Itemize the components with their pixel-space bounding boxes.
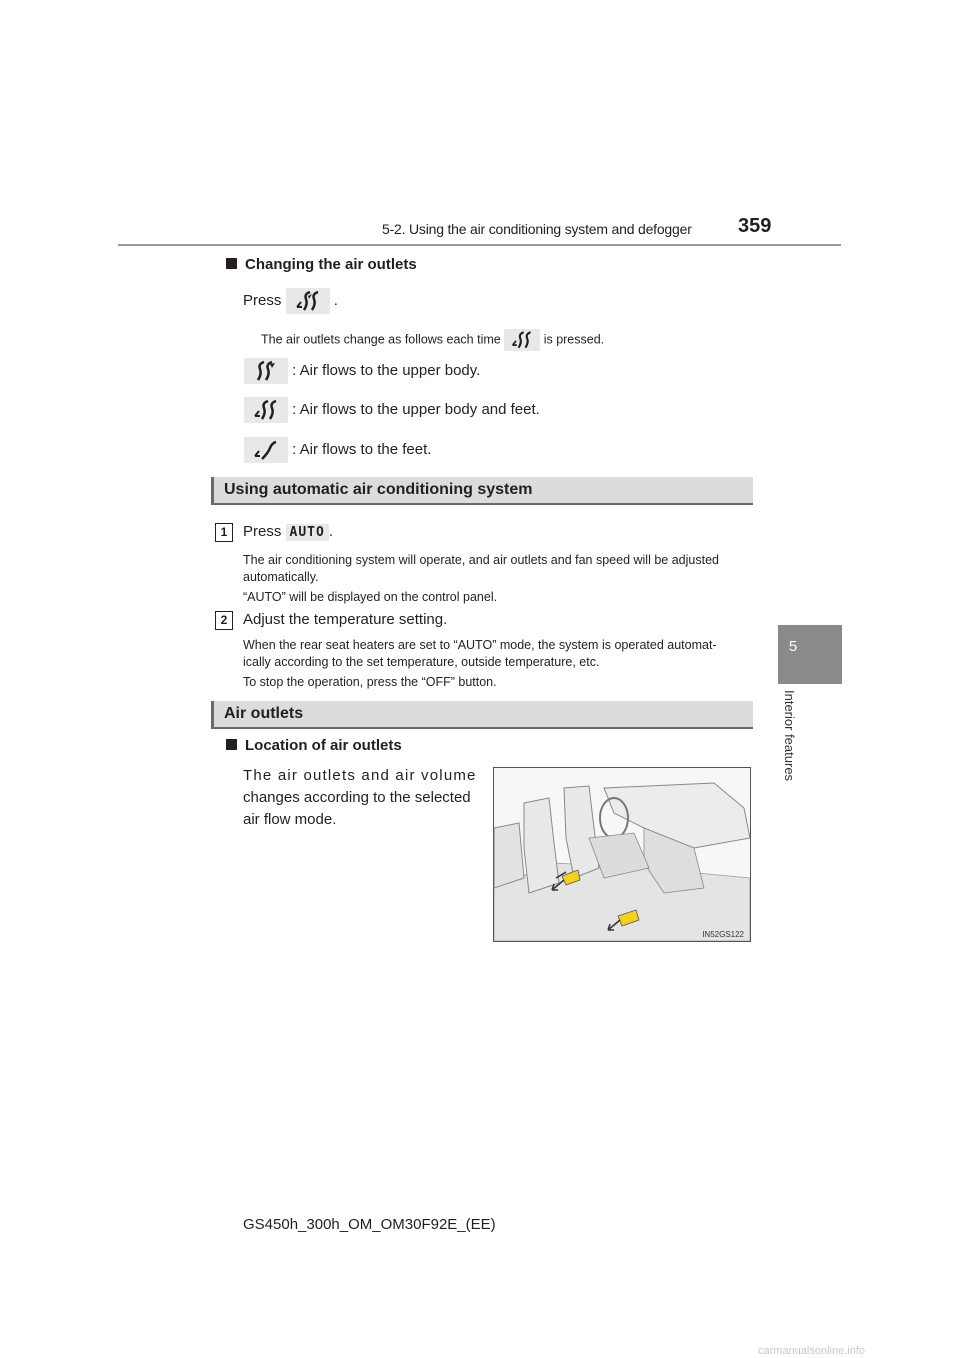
bilevel-airflow-icon: [244, 397, 288, 423]
step-1-note-line: automatically.: [243, 570, 319, 584]
changing-outlets-title: Changing the air outlets: [226, 256, 417, 273]
step-1-note-line: “AUTO” will be displayed on the control panel.: [243, 590, 498, 604]
section-heading-air-outlets: Air outlets: [211, 701, 753, 729]
bilevel-airflow-icon: [504, 329, 540, 351]
air-outlets-illustration: [493, 767, 751, 942]
illustration-code: IN52GS122: [702, 930, 744, 939]
bullet-square-icon: [226, 739, 237, 750]
watermark: carmanualsonline.info: [758, 1345, 866, 1357]
mode-row-feet: : Air flows to the feet.: [244, 437, 431, 463]
step-1-note-line: The air conditioning system will operate, and air outlets and fan speed will be adjusted: [243, 553, 719, 567]
outlet-change-note: The air outlets change as follows each time is pressed.: [261, 329, 604, 351]
chapter-tab-label: Interior features: [782, 690, 797, 782]
face-airflow-icon: [244, 358, 288, 384]
location-outlets-title: Location of air outlets: [226, 737, 402, 754]
step-2-note-line: To stop the operation, press the “OFF” button.: [243, 675, 497, 689]
step-2-note-line: When the rear seat heaters are set to “AUTO” mode, the system is operated automat-: [243, 638, 717, 652]
auto-button: AUTO: [286, 524, 329, 541]
step-number-2: 2: [215, 611, 233, 630]
step-2-instruction: Adjust the temperature setting.: [243, 611, 448, 628]
bullet-square-icon: [226, 258, 237, 269]
header-rule: [118, 244, 841, 246]
mode-row-bilevel: : Air flows to the upper body and feet.: [244, 397, 540, 423]
document-code: GS450h_300h_OM_OM30F92E_(EE): [243, 1216, 496, 1233]
step-number-1: 1: [215, 523, 233, 542]
step-1-instruction: Press AUTO .: [243, 523, 333, 540]
bilevel-airflow-icon: [286, 288, 330, 314]
section-heading-auto: Using automatic air conditioning system: [211, 477, 753, 505]
feet-airflow-icon: [244, 437, 288, 463]
step-2-note-line: ically according to the set temperature, outside temperature, etc.: [243, 655, 600, 669]
mode-row-face: : Air flows to the upper body.: [244, 358, 480, 384]
outlets-description: The air outlets and air volume changes according to the selected air flow mode.: [243, 767, 477, 828]
page-number: 359: [738, 215, 772, 237]
running-header-title: 5-2. Using the air conditioning system and defogger: [382, 221, 692, 237]
chapter-tab-number: 5: [788, 638, 798, 655]
press-instruction: Press .: [243, 288, 338, 314]
